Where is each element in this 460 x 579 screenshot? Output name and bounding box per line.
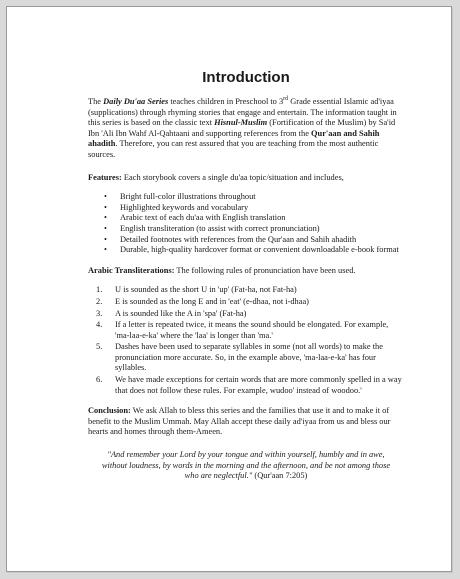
rule-text: U is sounded as the short U in 'up' (Fat-ha, not Fat-ha) [115,285,297,295]
list-item [96,296,404,308]
conclusion-text: We ask Allah to bless this series and the families that use it and to make it of benefit to the Muslim Ummah. May Allah accept these daily ad'iyaa from us and bless our hearts and homes through them-Ameen. [88,406,391,437]
rule-number: 4. [96,320,103,330]
rule-number: 3. [96,308,103,318]
list-item: • Detailed footnotes with references from the Qur'aan and Sahih ahadith [120,235,404,246]
list-item: • Highlighted keywords and vocabulary [120,203,404,214]
rule-text: E is sounded as the long E and in 'eat' (e-dhaa, not i-dhaa) [115,296,309,306]
intro-paragraph [88,97,404,161]
list-item [96,285,404,296]
intro-text-5: . Therefore, you can rest assured that you are teaching from the most authentic sources. [88,139,379,159]
rule-text: We have made exceptions for certain words that are more commonly spelled in a way that does not follow these rules. For example, wudoo' instead of woodoo.' [115,375,402,395]
page-content [88,69,404,482]
transliterations-paragraph [88,266,404,277]
list-item [96,342,404,374]
list-item [96,375,404,396]
rule-text: If a letter is repeated twice, it means the sound should be elongated. For example, 'ma-laa-e-ka' where the 'laa' is longer than 'ma.' [115,320,389,340]
features-paragraph [88,173,404,184]
book-title: Hisnul-Muslim [214,118,268,128]
ordinal-suffix: rd [283,96,289,103]
quran-quote [96,450,396,482]
quote-text: "And remember your Lord by your tongue and within yourself, humbly and in awe, without loudness, by words in the morning and the afternoon, and be not among those who are neglectful." [101,450,391,481]
features-heading: Features: [88,172,122,182]
rule-text: Dashes have been used to separate syllables in some (not all words) to make the pronunciation more accurate. So, in the example above, 'ma-laa-e-ka' has four syllables. [115,342,383,373]
references-text: Qur'aan and Sahih ahadith [88,128,380,149]
series-name: Daily Du'aa Series [103,97,169,106]
intro-text-1: The [88,97,104,106]
list-item [96,308,404,320]
rule-number: 6. [96,375,103,385]
intro-text-3: Grade essential Islamic ad'iyaa (supplications) through rhyming stories that engage and entertain. The information taught in this series is based on the classic text [88,97,397,128]
rule-number: 2. [96,296,103,306]
rule-text: A is sounded like the A in 'spa' (Fat-ha) [115,308,247,318]
conclusion-paragraph [88,406,404,438]
list-item: • Arabic text of each du'aa with English translation [120,213,404,224]
features-list [88,192,404,256]
transliterations-text: The following rules of pronunciation have been used. [174,265,356,275]
list-item [96,320,404,341]
list-item: • Bright full-color illustrations throughout [120,192,404,203]
rule-number: 1. [96,285,103,295]
transliteration-rules [88,285,404,396]
features-text: Each storybook covers a single du'aa topic/situation and includes, [121,172,344,182]
quote-reference: (Qur'aan 7:205) [252,471,308,481]
rule-number: 5. [96,342,103,352]
intro-text-2: teaches children in Preschool to 3 [168,97,284,106]
list-item: • English transliteration (to assist with correct pronunciation) [120,224,404,235]
document-page [6,6,452,572]
conclusion-heading: Conclusion: [88,406,131,416]
intro-text-4: (Fortification of the Muslim) by Sa'id Ibn 'Ali Ibn Wahf Al-Qahtaani and supporting references from the [88,118,396,138]
page-title: Introduction [202,69,290,86]
list-item: • Durable, high-quality hardcover format or convenient downloadable e-book format [120,245,404,256]
transliterations-heading: Arabic Transliterations: [88,265,175,275]
